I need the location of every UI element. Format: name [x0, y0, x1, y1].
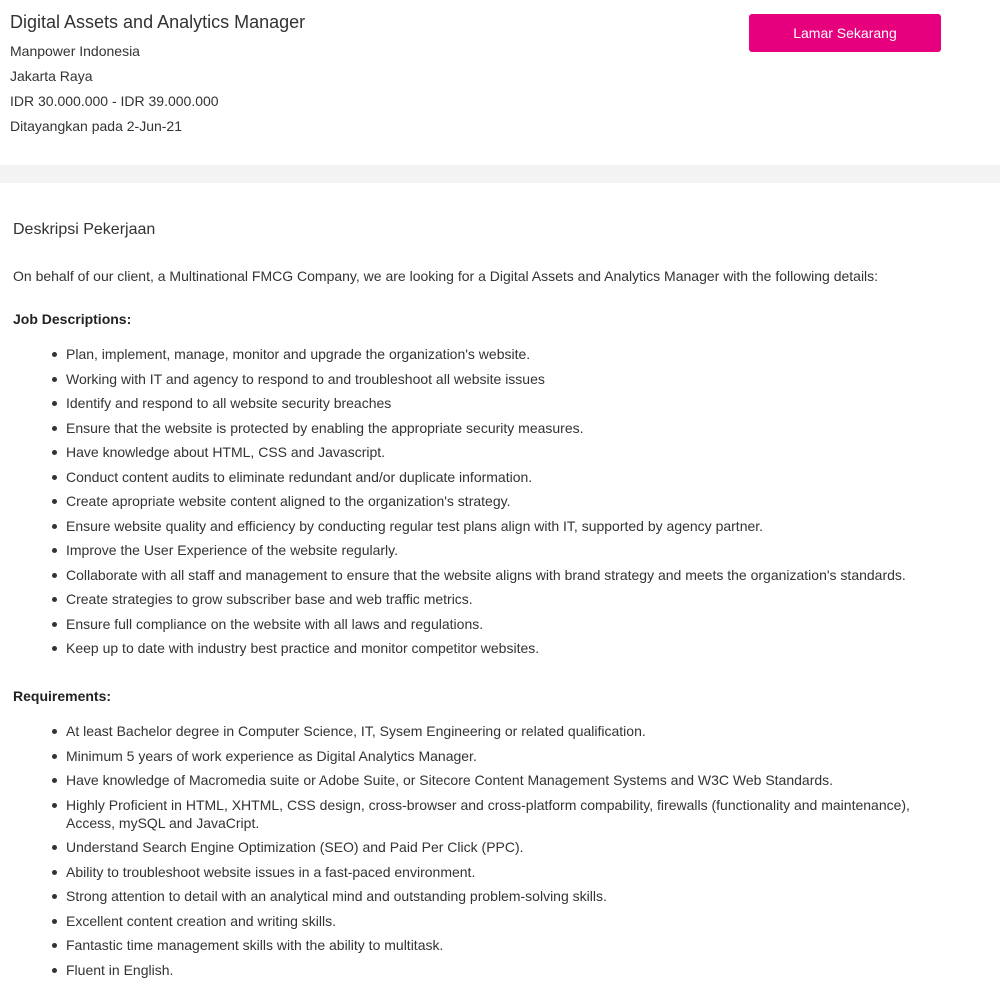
list-item: Minimum 5 years of work experience as Digital Analytics Manager.	[66, 747, 961, 765]
job-header	[0, 0, 1000, 165]
list-item: Create apropriate website content aligned to the organization's strategy.	[66, 492, 961, 510]
list-item: Create strategies to grow subscriber base and web traffic metrics.	[66, 590, 961, 608]
job-descriptions-heading: Job Descriptions:	[13, 311, 132, 327]
list-item: Improve the User Experience of the website regularly.	[66, 541, 961, 559]
intro-paragraph: On behalf of our client, a Multinational FMCG Company, we are looking for a Digital Assets and Analytics Manager with the following details:	[13, 268, 879, 284]
list-item: Fluent in English.	[66, 961, 961, 979]
section-heading: Deskripsi Pekerjaan	[13, 221, 156, 238]
job-location: Jakarta Raya	[10, 68, 93, 84]
list-item: Working with IT and agency to respond to and troubleshoot all website issues	[66, 370, 961, 388]
list-item: Identify and respond to all website security breaches	[66, 394, 961, 412]
list-item: Conduct content audits to eliminate redundant and/or duplicate information.	[66, 468, 961, 486]
list-item: Have knowledge of Macromedia suite or Adobe Suite, or Sitecore Content Management Systems and W3C Web Standards.	[66, 771, 961, 789]
list-item: At least Bachelor degree in Computer Science, IT, Sysem Engineering or related qualification.	[66, 722, 961, 740]
list-item: Ensure that the website is protected by enabling the appropriate security measures.	[66, 419, 961, 437]
apply-now-button[interactable]: Lamar Sekarang	[749, 14, 941, 52]
requirements-list	[13, 722, 961, 983]
list-item: Ability to troubleshoot website issues in a fast-paced environment.	[66, 863, 961, 881]
list-item: Plan, implement, manage, monitor and upgrade the organization's website.	[66, 345, 961, 363]
list-item: Ensure full compliance on the website with all laws and regulations.	[66, 615, 961, 633]
job-descriptions-list	[13, 345, 961, 664]
list-item: Have knowledge about HTML, CSS and Javascript.	[66, 443, 961, 461]
list-item: Understand Search Engine Optimization (SEO) and Paid Per Click (PPC).	[66, 838, 961, 856]
list-item: Highly Proficient in HTML, XHTML, CSS design, cross-browser and cross-platform compability, firewalls (functionality and maintenance), Access, mySQL and JavaCript.	[66, 796, 961, 832]
job-title: Digital Assets and Analytics Manager	[10, 12, 306, 32]
requirements-heading: Requirements:	[13, 688, 112, 704]
list-item: Keep up to date with industry best practice and monitor competitor websites.	[66, 639, 961, 657]
list-item: Ensure website quality and efficiency by conducting regular test plans align with IT, supported by agency partner.	[66, 517, 961, 535]
list-item: Collaborate with all staff and management to ensure that the website aligns with brand strategy and meets the organization's standards.	[66, 566, 961, 584]
section-divider	[0, 165, 1000, 183]
salary-range: IDR 30.000.000 - IDR 39.000.000	[10, 93, 219, 109]
company-name[interactable]: Manpower Indonesia	[10, 43, 140, 59]
posted-date: Ditayangkan pada 2-Jun-21	[10, 118, 183, 134]
list-item: Strong attention to detail with an analytical mind and outstanding problem-solving skills.	[66, 887, 961, 905]
list-item: Excellent content creation and writing skills.	[66, 912, 961, 930]
list-item: Fantastic time management skills with the ability to multitask.	[66, 936, 961, 954]
